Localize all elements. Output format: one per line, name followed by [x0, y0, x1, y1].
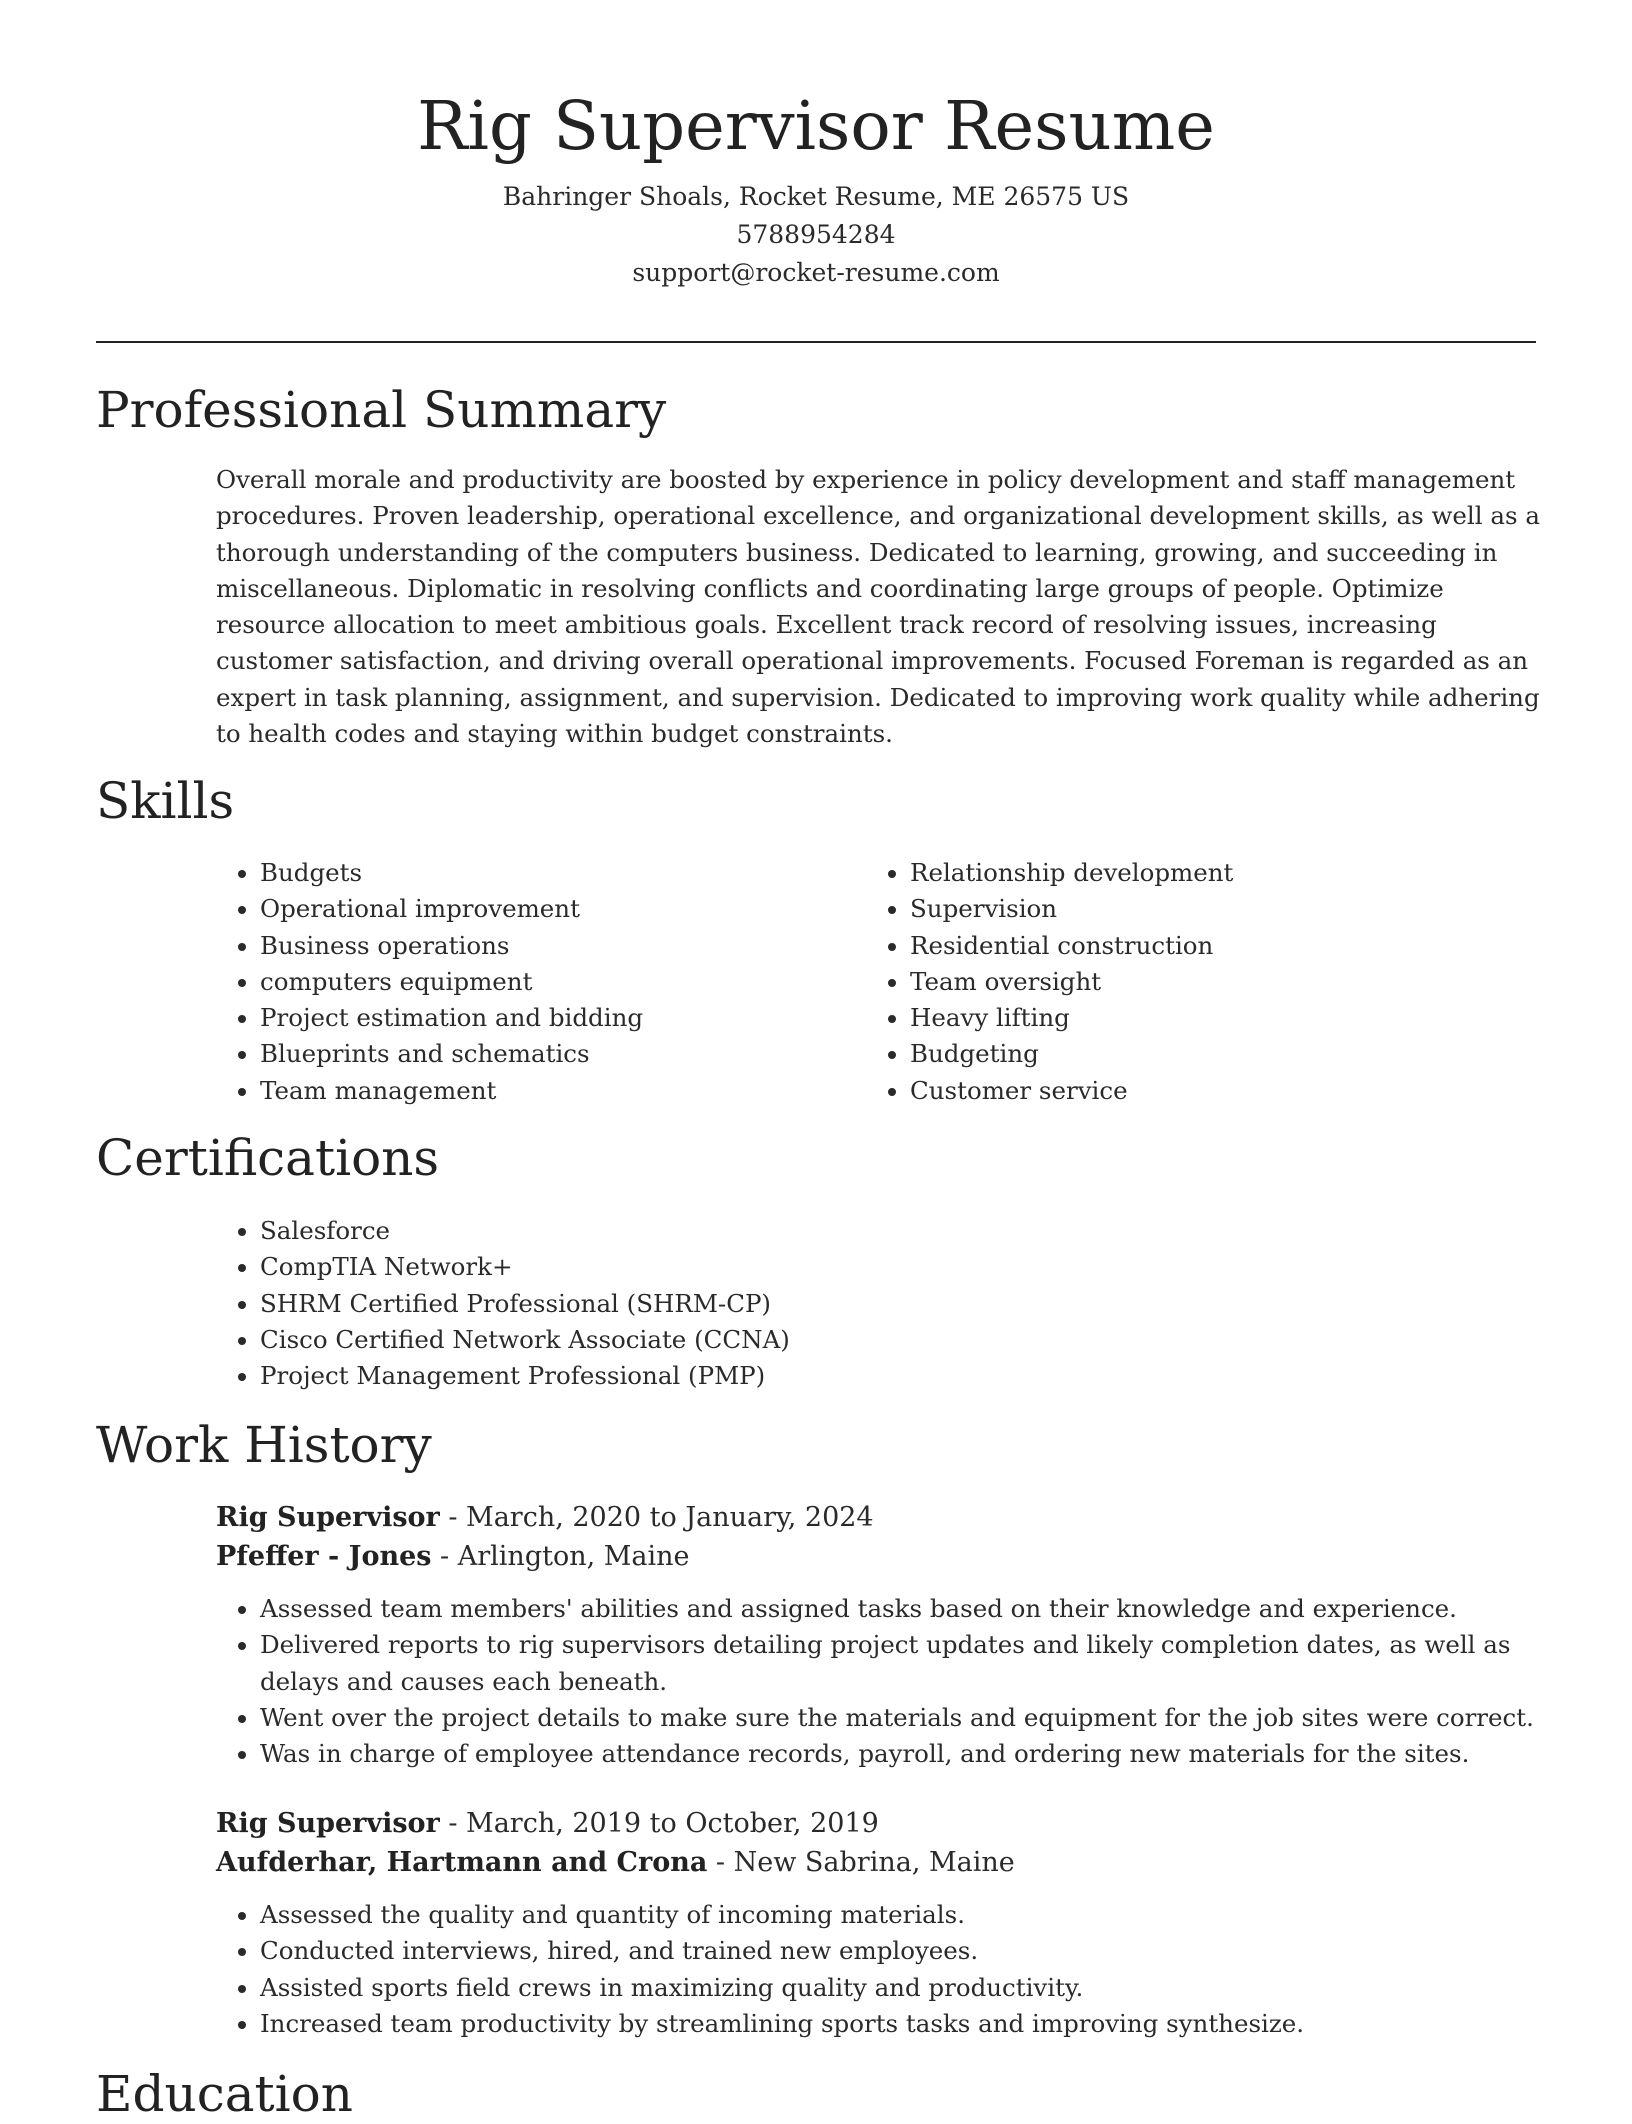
job-dates: - March, 2020 to January, 2024: [439, 1502, 874, 1533]
certifications-list: [216, 1213, 1516, 1394]
header-divider: [96, 341, 1536, 343]
job-entry: [216, 1498, 1536, 1772]
job-location: - Arlington, Maine: [431, 1541, 690, 1572]
resume-title: Rig Supervisor Resume: [417, 87, 1215, 165]
job-company-line: [216, 1843, 1536, 1882]
contact-phone: 5788954284: [736, 220, 896, 249]
skill-item: • Residential construction: [910, 928, 1526, 964]
job-entry: [216, 1804, 1536, 2042]
certifications-heading: Certifications: [96, 1129, 440, 1187]
resume-header: [0, 0, 1632, 292]
job-dates: - March, 2019 to October, 2019: [439, 1808, 879, 1839]
job-title: Rig Supervisor: [216, 1808, 440, 1839]
job-location: - New Sabrina, Maine: [707, 1847, 1015, 1878]
skills-column-right: [866, 855, 1526, 1109]
job-bullet: • Conducted interviews, hired, and trained new employees.: [260, 1933, 1536, 1969]
job-bullet: • Assisted sports field crews in maximizing quality and productivity.: [260, 1970, 1536, 2006]
contact-address: Bahringer Shoals, Rocket Resume, ME 26575 US: [502, 182, 1130, 211]
certification-item: • CompTIA Network+: [260, 1249, 1516, 1285]
job-company: Aufderhar, Hartmann and Crona: [216, 1847, 708, 1878]
job-bullets: [216, 1897, 1536, 2042]
education-heading: Education: [96, 2065, 353, 2123]
certification-item: • Cisco Certified Network Associate (CCNA): [260, 1322, 1516, 1358]
skill-item: • Project estimation and bidding: [260, 1000, 816, 1036]
contact-email: support@rocket-resume.com: [632, 258, 1000, 287]
certification-item: • SHRM Certified Professional (SHRM-CP): [260, 1286, 1516, 1322]
skill-item: • Blueprints and schematics: [260, 1036, 816, 1072]
job-bullets: [216, 1591, 1536, 1772]
skill-item: • Customer service: [910, 1073, 1526, 1109]
job-bullet: • Assessed the quality and quantity of incoming materials.: [260, 1897, 1536, 1933]
certifications-block: [216, 1213, 1516, 1394]
job-company-line: [216, 1537, 1536, 1576]
work-history-heading: Work History: [96, 1416, 432, 1474]
skill-item: • Team oversight: [910, 964, 1526, 1000]
skills-column-left: [216, 855, 816, 1109]
summary-heading: Professional Summary: [96, 381, 667, 439]
summary-text: Overall morale and productivity are boosted by experience in policy development and staff management procedures. Proven leadership, operational excellence, and organizational development skills, as well as a thorough understanding of the computers business. Dedicated to learning, growing, and succeeding in miscellaneous. Diplomatic in resolving conflicts and coordinating large groups of people. Optimize resource allocation to meet ambitious goals. Excellent track record of resolving issues, increasing customer satisfaction, and driving overall operational improvements. Focused Foreman is regarded as an expert in task planning, assignment, and supervision. Dedicated to improving work quality while adhering to health codes and staying within budget constraints.: [216, 465, 1540, 749]
skill-item: • Operational improvement: [260, 891, 816, 927]
skill-item: • Heavy lifting: [910, 1000, 1526, 1036]
skill-item: • Relationship development: [910, 855, 1526, 891]
job-title: Rig Supervisor: [216, 1502, 440, 1533]
job-title-line: [216, 1498, 1536, 1537]
job-bullet: • Went over the project details to make sure the materials and equipment for the job sites were correct.: [260, 1700, 1536, 1736]
job-bullet: • Assessed team members' abilities and assigned tasks based on their knowledge and experience.: [260, 1591, 1536, 1627]
skill-item: • Business operations: [260, 928, 816, 964]
skills-list-left: [216, 855, 816, 1109]
job-bullet: • Increased team productivity by streamlining sports tasks and improving synthesize.: [260, 2006, 1536, 2042]
skills-list-right: [866, 855, 1526, 1109]
job-bullet: • Delivered reports to rig supervisors detailing project updates and likely completion dates, as well as delays and causes each beneath.: [260, 1627, 1536, 1700]
skill-item: • Budgets: [260, 855, 816, 891]
contact-block: [0, 178, 1632, 292]
skill-item: • Team management: [260, 1073, 816, 1109]
job-bullet: • Was in charge of employee attendance records, payroll, and ordering new materials for the sites.: [260, 1736, 1536, 1772]
skills-heading: Skills: [96, 772, 235, 830]
certification-item: • Project Management Professional (PMP): [260, 1358, 1516, 1394]
job-title-line: [216, 1804, 1536, 1843]
job-company: Pfeffer - Jones: [216, 1541, 432, 1572]
skill-item: • Supervision: [910, 891, 1526, 927]
skill-item: • Budgeting: [910, 1036, 1526, 1072]
certification-item: • Salesforce: [260, 1213, 1516, 1249]
skill-item: • computers equipment: [260, 964, 816, 1000]
